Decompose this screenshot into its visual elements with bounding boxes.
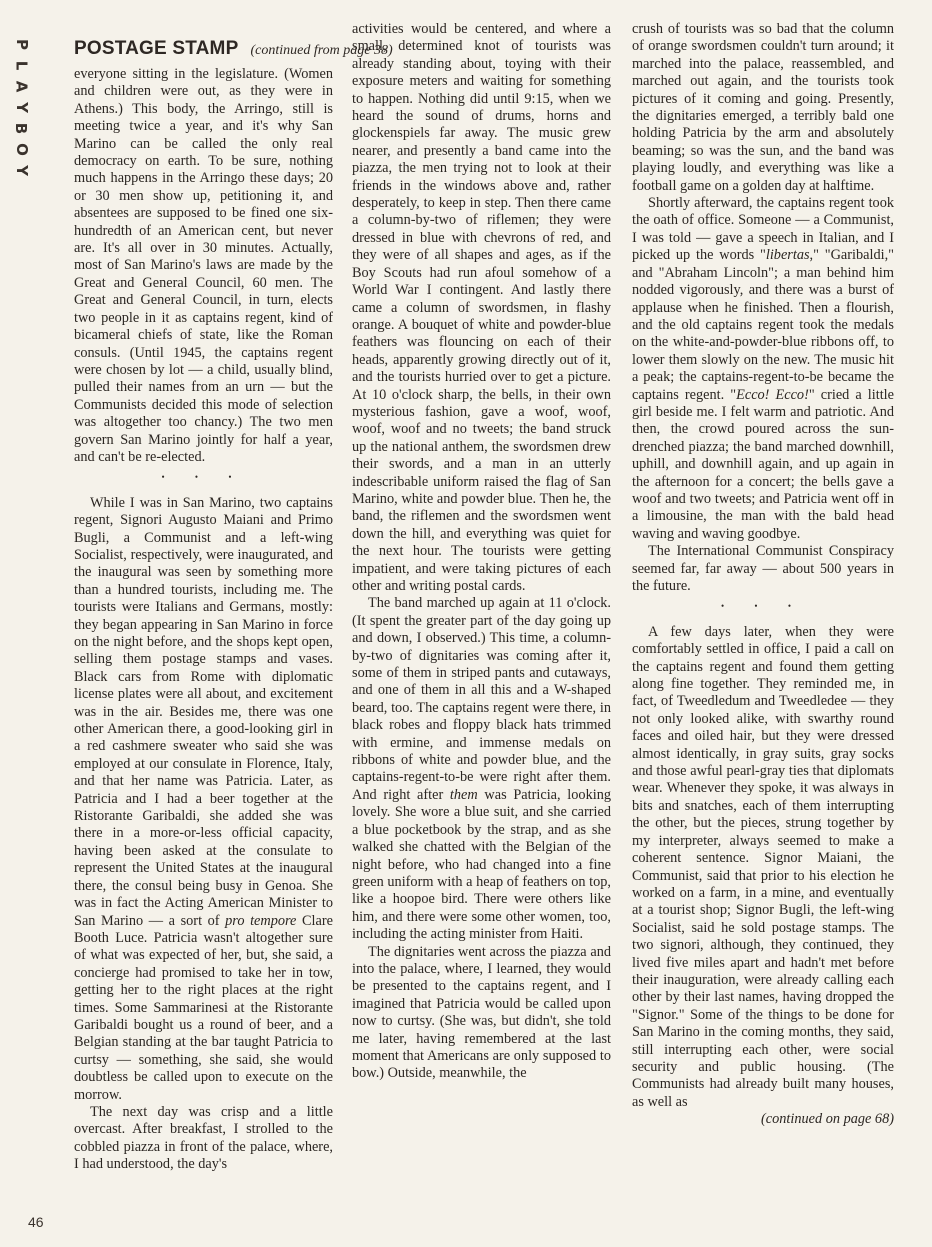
text-column-3 [632,21,894,1129]
logo-letter: Y [12,102,31,113]
paragraph-text: Clare Booth Luce. Patricia wasn't altogether sure of what was expected of her, but, she said, a concierge had promised to take her in tow, getting her to the right places at the right times. Some Sammarinesi at the Ristorante Garibaldi bought us a round of beer, and a Belgian standing at the bar taught Patricia to curtsy — something, she said, she would doubtless be called upon to execute on the morrow. [74,912,333,1103]
paragraph-emphasis: libertas [765,247,810,264]
page-number: 46 [28,1214,44,1230]
paragraph: The dignitaries went across the piazza and into the palace, where, I learned, they would be presented to the captains regent, and I imagined that Patricia would be called upon now to curtsy. (She was, but didn't, she told me later, having remembered at the last moment that Americans are only supposed to bow.) Outside, meanwhile, the [352,943,611,1082]
logo-letter: B [12,122,31,135]
logo-letter: O [12,143,31,156]
paragraph [632,195,894,543]
logo-letter: L [12,60,31,71]
paragraph: The next day was crisp and a little overcast. After breakfast, I strolled to the cobbled piazza in front of the palace, where, I had understood, the day's [74,1103,333,1173]
paragraph-emphasis: Ecco! Ecco! [736,386,809,403]
paragraph: activities would be centered, and where a small, determined knot of tourists was already standing about, toying with their exposure meters and waiting for something to happen. Nothing did until 9:15, when we heard the sound of drums, horns and glockenspiels far away. The music grew nearer, and presently a band came into the piazza, the men trying not to look at their friends in the windows above and, rather desperately, to keep in step. Then there came a column-by-two of riflemen; they were dressed in blue with chevrons of red, and they were of all shapes and ages, as if the Boy Scouts had run afoul somehow of a World War I contingent. And lastly there came a column of swordsmen, in flashy orange. A bouquet of white and powder-blue feathers was flouncing on each of their heads, apparently growing directly out of it, and the tourists hurried over to get a picture. At 10 o'clock sharp, the bells, in their own mysterious fashion, gave a woof, woof, woof, woof and no tweets; the band struck up the national anthem, the swordsmen drew their swords, and a man in an utterly indescribable uniform raised the flag of San Marino, white and powder blue. Then he, the band, the riflemen and the swordsmen went down the hill, and everything was quiet for the next hour. The tourists were getting impatient, and were taking pictures of each other and writing postal cards. [352,21,611,594]
paragraph: The International Communist Conspiracy seemed far, far away — about 500 years in the future. [632,543,894,594]
logo-letter: P [12,39,31,50]
article-heading [74,38,393,60]
magazine-logo-vertical [10,34,32,181]
paragraph-text: was Patricia, looking lovely. She wore a blue suit, and she carried a blue pocketbook by the strap, and as she walked she chatted with the Belgian of the night before, who had changed into a fine green uniform with a heap of feathers on top, like a hoopoe bird. There were others like him, and there were some other women, too, including the acting minister from Haiti. [352,786,611,943]
paragraph-emphasis: them [449,786,478,803]
paragraph-text: ," "Garibaldi," and "Abraham Lincoln"; a man behind him nodded vigorously, and there was a burst of applause when he finished. Then a flourish, and the old captains regent took the medals on the white-and-powder-blue ribbons off, to lower them slowly on the new. The music hit a peak; the captains-regent-to-be became the captains regent. " [632,247,894,403]
paragraph [74,495,333,1104]
article-title: POSTAGE STAMP [74,38,239,59]
logo-letter: Y [12,165,31,176]
paragraph: crush of tourists was so bad that the column of orange swordsmen couldn't turn around; it marched into the palace, reassembled, and marched out again, and the tourists took pictures of it coming and going. Presently, the dignitaries emerged, a terribly bald one holding Patricia by the arm and absolutely beaming; so was the sun, and the band was playing loudly, and everything was like a football game on a golden day at halftime. [632,21,894,194]
logo-letter: A [12,80,31,93]
continued-from-note: (continued from page 38) [250,43,393,58]
paragraph-emphasis: pro tempore [225,912,297,929]
section-break: • • • [721,601,805,612]
section-break: • • • [161,472,246,483]
paragraph: everyone sitting in the legislature. (Women and children were out, as they were in Athens.) This body, the Arringo, still is meeting twice a year, and it's why San Marino can be called the only real democracy on earth. To be sure, nothing much happens in the Arringo these days; 20 or 30 men show up, petitioning it, and absentees are supposed to be fined one six-hundredth of an American cent, but never are. It's all over in 30 minutes. Actually, most of San Marino's laws are made by the Great and General Council, 60 men. The Great and General Council, in turn, elects two people in it as captains regent, kind of bicameral chiefs of state, like the Roman consuls. (Until 1945, the captains regent were chosen by lot — a child, usually blind, pulled their names from an urn — but the Communists decided this mode of selection was altogether too chancy.) The two men govern San Marino jointly for half a year, and can't be re-elected. [74,66,333,465]
paragraph: A few days later, when they were comfortably settled in office, I paid a call on the captains regent and found them getting along fine together. They reminded me, in fact, of Tweedledum and Tweedledee — they not only looked alike, with swarthy round faces and oiled hair, but they were dressed almost identically, in gray suits, gray socks and those awful pearl-gray ties that diplomats wear. Whenever they spoke, it was always in bits and snatches, each of them interrupting the other, but the pieces, strung together by my interpreter, always seemed to make a coherent sentence. Signor Maiani, the Communist, said that prior to his election he worked on a farm, in a mine, and eventually at a tourist shop; Signor Bugli, the left-wing Socialist, said he sold postage stamps. The two signori, although, they continued, they lived five miles apart and hadn't met before their inauguration, were already calling each other by their last names, having dropped the "Signor." Some of the things to be done for San Marino in the coming months, they said, still interrupting each other, were social security and public housing. (The Communists had already built many houses, as well as [632,623,894,1110]
paragraph-text: While I was in San Marino, two captains regent, Signori Augusto Maiani and Primo Bugli, a Communist and a left-wing Socialist, respectively, were inaugurated, and the inaugural was seen by something more than a hundred tourists, including me. The tourists were Italians and Germans, mostly: they began appearing in San Marino in force on the night before, and the shops kept open, selling them postage stamps and vases. Black cars from Rome with diplomatic license plates were all about, and excitement was in the air. Besides me, there was one other American there, a good-looking girl in a red cashmere sweater who said she was employed at our consulate in Florence, Italy, and that her name was Patricia. Later, as Patricia and I had a beer together at the Ristorante Garibaldi, she added she was there in a more-or-less official capacity, having been asked at the consulate to represent the United States at the inaugural there, the consul being busy in Genoa. She was in fact the Acting American Minister to San Marino — a sort of [74,494,333,929]
paragraph-text: Shortly afterward, the captains regent took the oath of office. Someone — a Communist, I was told — gave a speech in Italian, and I picked up the words " [632,195,894,264]
paragraph [352,595,611,943]
continued-on-note: (continued on page 68) [760,1111,894,1128]
paragraph-text: " cried a little girl beside me. I felt warm and patriotic. And then, the crowd poured across the sun-drenched piazza; the band marched downhill, uphill, and downhill again, and up again in the afternoon for a concert; the bells gave a woof and two tweets; and Patricia went off in a limousine, the man with the bald head waving and waving goodbye. [632,386,894,542]
text-column-1 [74,66,333,1174]
text-column-2 [352,21,611,1083]
paragraph-text: The band marched up again at 11 o'clock. (It spent the greater part of the day going up and down, I observed.) This time, a column-by-two of dignitaries was coming after it, some of them in striped pants and cutaways, and one of them in all this and a W-shaped beard, too. The captains regent were there, in black robes and floppy black hats trimmed with ermine, and immense medals on ribbons of white and powder blue, and the captains-regent-to-be were right after them. And right after [352,595,611,803]
